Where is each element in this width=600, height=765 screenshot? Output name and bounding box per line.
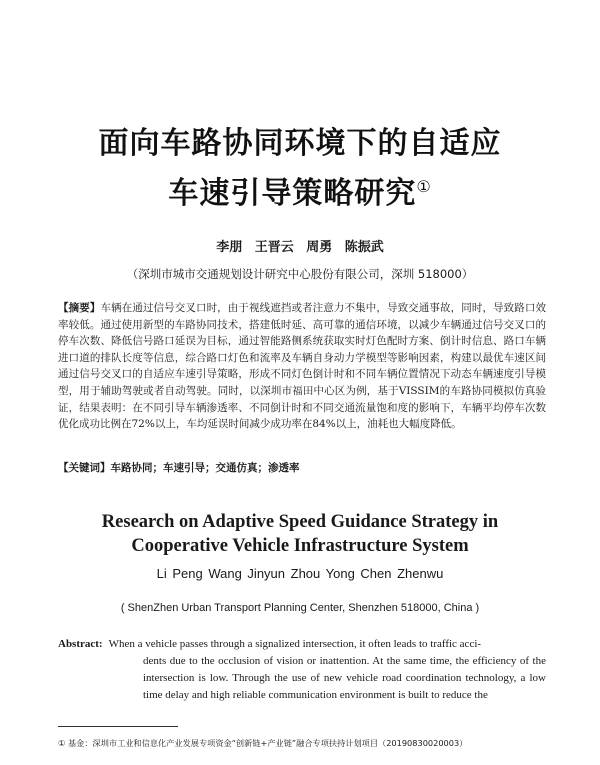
chinese-affiliation: （深圳市城市交通规划设计研究中心股份有限公司，深圳 518000） (126, 267, 474, 281)
english-affiliation: ( ShenZhen Urban Transport Planning Center, Shenzhen 518000, China ) (120, 602, 480, 614)
chinese-keywords-label: 【关键词】 (58, 462, 111, 474)
english-abstract (58, 636, 546, 704)
chinese-title-line-2: 车速引导策略研究① (168, 176, 432, 211)
english-title-line-2: Cooperative Vehicle Infrastructure System (131, 536, 469, 556)
chinese-keywords-text: 车路协同；车速引导；交通仿真；渗透率 (110, 462, 300, 474)
chinese-title-line-1: 面向车路协同环境下的自适应 (98, 126, 502, 161)
english-authors: Li Peng Wang Jinyun Zhou Yong Chen Zhenwu (156, 566, 444, 581)
english-abstract-first-line: When a vehicle passes through a signalized intersection, it often leads to traffic acci- (108, 638, 482, 650)
english-title-line-1: Research on Adaptive Speed Guidance Strategy in (101, 512, 499, 532)
footnote-divider (58, 726, 178, 727)
funding-footnote: ① 基金：深圳市工业和信息化产业发展专项资金“创新链+产业链”融合专项扶持计划项目（20190830020003） (58, 738, 468, 748)
chinese-keywords (58, 460, 546, 476)
english-abstract-label: Abstract: (58, 638, 103, 650)
english-abstract-text: dents due to the occlusion of vision or inattention. At the same time, the efficiency of the intersection is low. Through the use of new vehicle road coordination technology, a low time delay and high reliable communication environment is built to reduce the (143, 655, 546, 701)
chinese-abstract-text: 车辆在通过信号交叉口时，由于视线遮挡或者注意力不集中，导致交通事故，同时，导致路口效率较低。通过使用新型的车路协同技术，搭建低时延、高可靠的通信环境，以减少车辆通过信号交叉口的停车次数、降低信号路口延误为目标，通过智能路侧系统获取实时灯色配时方案、倒计时信息、路口车辆进口道的排队长度等信息，综合路口灯色和流率及车辆自身动力学模型等影响因素，构建以最优车速区间通过信号交叉口的自适应车速引导策略，形成不同灯色倒计时和不同车辆位置情况下动态车辆速度引导模型，用于辅助驾驶或者自动驾驶。同时，以深圳市福田中心区为例，基于VISSIM的车路协同模拟仿真验证，结果表明：在不同引导车辆渗透率、不同倒计时和不同交通流量饱和度的影响下，车辆平均停车次数优化成功比例在72%以上，车均延误时间减少成功率在84%以上，油耗也大幅度降低。 (58, 302, 547, 431)
chinese-abstract (58, 300, 546, 433)
title-footnote-mark: ① (416, 177, 432, 196)
chinese-authors: 李朋 王晋云 周勇 陈振武 (216, 240, 384, 255)
chinese-abstract-label: 【摘要】 (58, 302, 101, 314)
